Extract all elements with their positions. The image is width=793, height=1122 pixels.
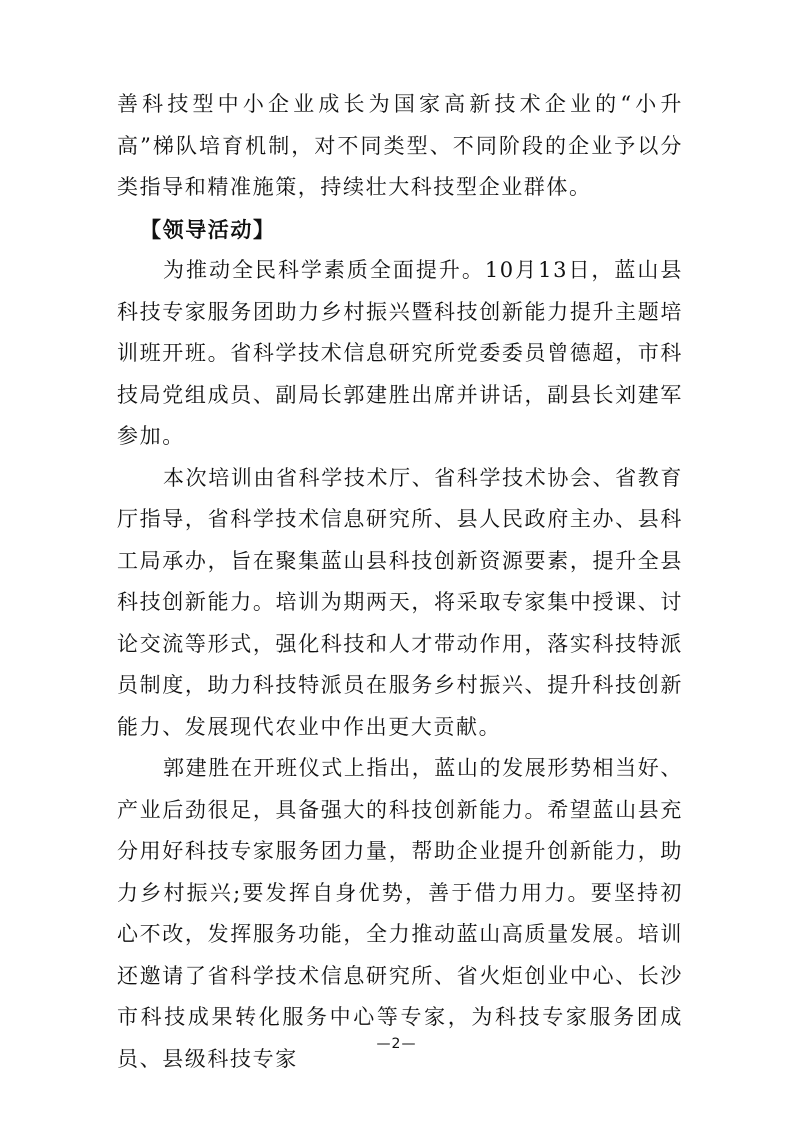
paragraph-continued: 善科技型中小企业成长为国家高新技术企业的“小升高”梯队培育机制，对不同类型、不同阶段的企业予以分类指导和精准施策，持续壮大科技型企业群体。 [117, 92, 683, 199]
section-heading: 【领导活动】 [140, 216, 276, 242]
document-body [117, 84, 683, 1080]
paragraph-training-details: 本次培训由省科学技术厅、省科学技术协会、省教育厅指导，省科学技术信息研究所、县人民政府主办、县科工局承办，旨在聚集蓝山县科技创新资源要素，提升全县科技创新能力。培训为期两天，将采取专家集中授课、讨论交流等形式，强化科技和人才带动作用，落实科技特派员制度，助力科技特派员在服务乡村振兴、提升科技创新能力、发展现代农业中作出更大贡献。 [117, 465, 683, 739]
paragraph-speech: 郭建胜在开班仪式上指出，蓝山的发展形势相当好、产业后劲很足，具备强大的科技创新能力。希望蓝山县充分用好科技专家服务团力量，帮助企业提升创新能力，助力乡村振兴;要发挥自身优势，善于借力用力。要坚持初心不改，发挥服务功能，全力推动蓝山高质量发展。培训还邀请了省科学技术信息研究所、省火炬创业中心、长沙市科技成果转化服务中心等专家，为科技专家服务团成员、县级科技专家 [117, 756, 683, 1071]
page-number: —2— [376, 1036, 417, 1052]
paragraph-event-intro: 为推动全民科学素质全面提升。10月13日，蓝山县科技专家服务团助力乡村振兴暨科技创新能力提升主题培训班开班。省科学技术信息研究所党委委员曾德超，市科技局党组成员、副局长郭建胜出席并讲话，副县长刘建军参加。 [117, 258, 683, 448]
